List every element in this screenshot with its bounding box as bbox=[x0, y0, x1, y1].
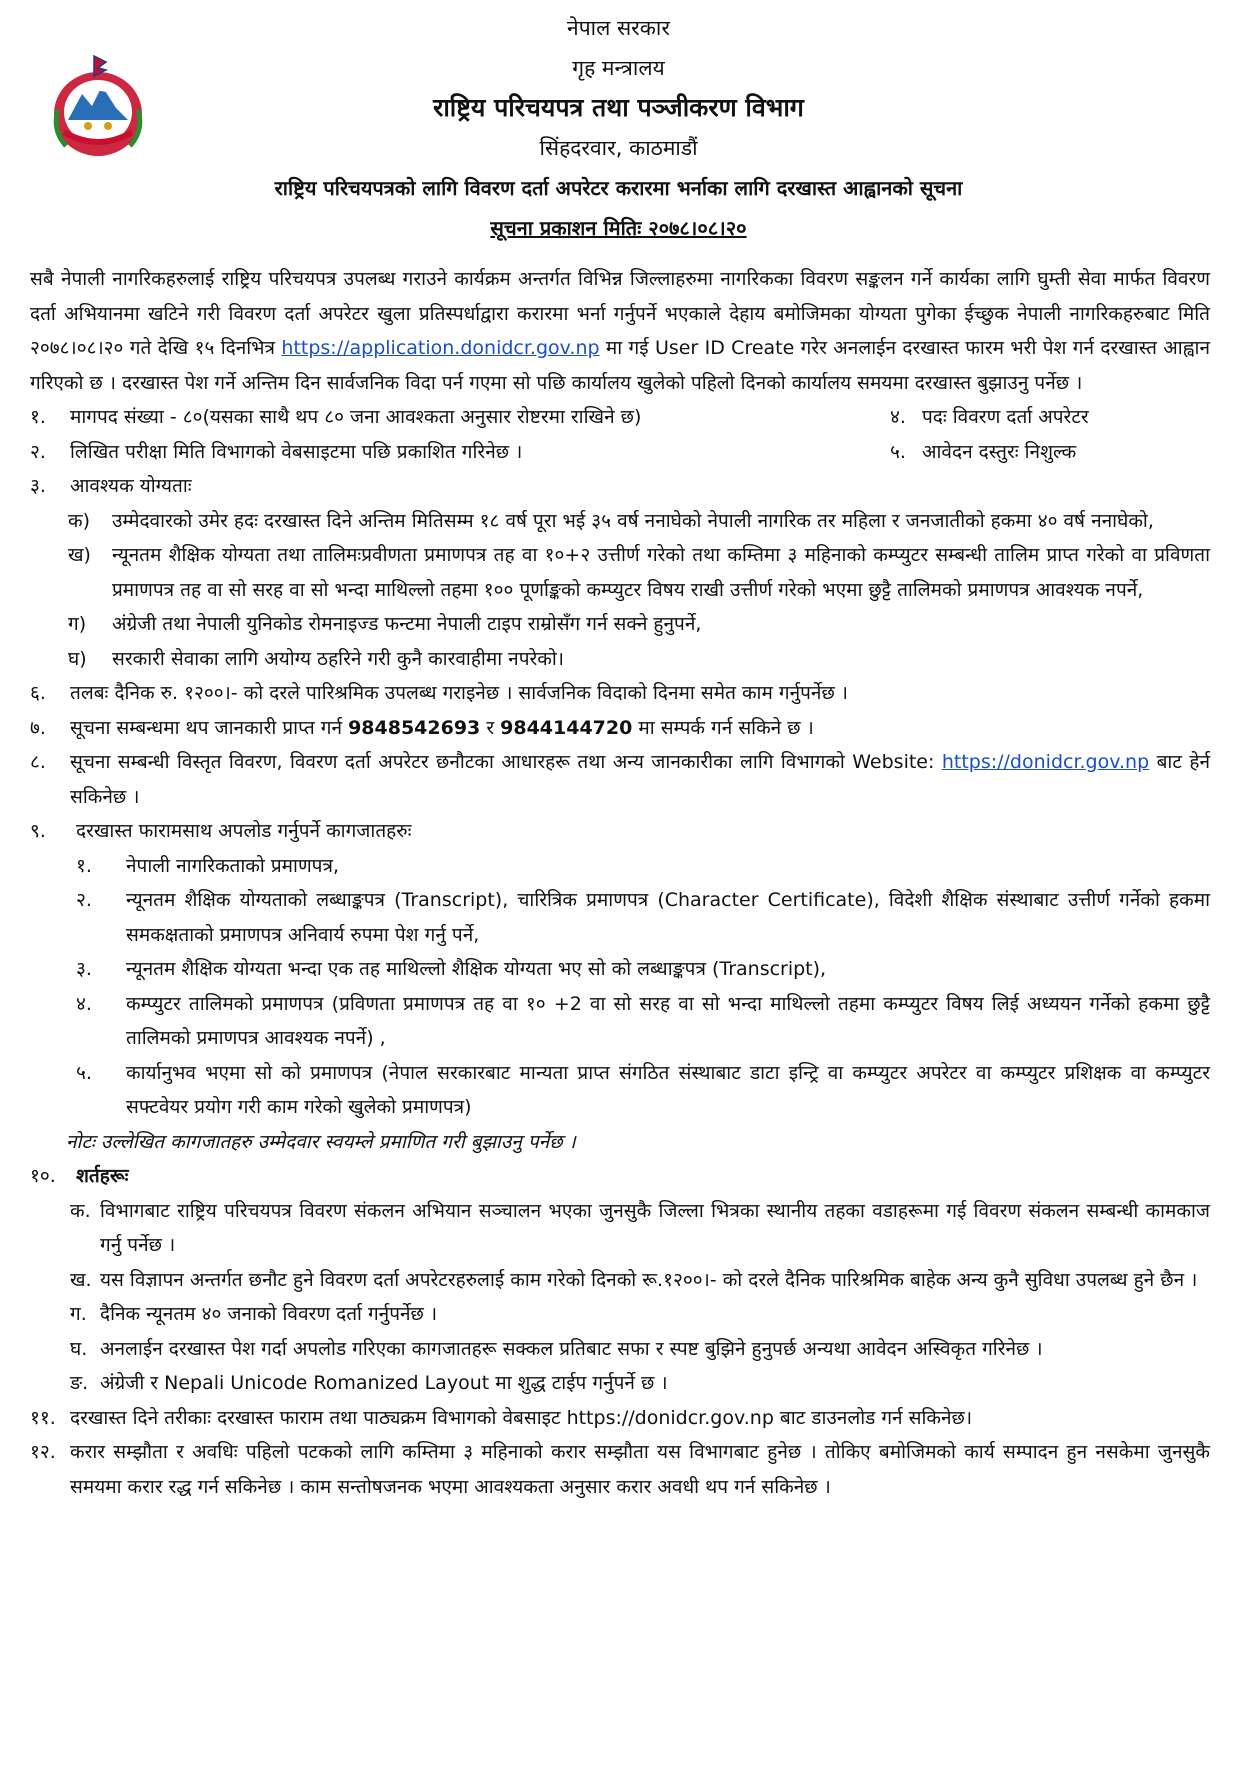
contact-pre: सूचना सम्बन्धमा थप जानकारी प्राप्त गर्न bbox=[70, 716, 349, 739]
item-qualification bbox=[30, 469, 1210, 504]
item-number: ४. bbox=[890, 406, 906, 428]
documents-note: नोटः उल्लेखित कागजातहरु उम्मेदवार स्वयम्ले प्रमाणित गरी बुझाउनु पर्नेछ । bbox=[66, 1130, 576, 1153]
cond-text: यस विज्ञापन अन्तर्गत छनौट हुने विवरण दर्ता अपरेटरहरुलाई काम गरेको दिनको रू.१२००।- को दरले दैनिक पारिश्रमिक बाहेक अन्य कुनै सुविधा उपलब्ध हुने छैन । bbox=[100, 1268, 1198, 1291]
document-2 bbox=[76, 883, 1210, 952]
doc-number: ३. bbox=[76, 958, 92, 980]
website-link[interactable]: https://donidcr.gov.np bbox=[941, 751, 1150, 773]
notice-body bbox=[30, 262, 1210, 1504]
condition-ga bbox=[70, 1297, 1210, 1332]
doc-text: कम्प्युटर तालिमको प्रमाणपत्र (प्रविणता प्रमाणपत्र तह वा १० +2 वा सो सरह वा सो भन्दा माथिल्लो तहमा कम्प्युटर विषय लिई अध्ययन गर्नेको हकमा छुट्टै तालिमको प्रमाणपत्र आवश्यक नपर्ने) , bbox=[126, 992, 1210, 1049]
cond-number: ग. bbox=[70, 1303, 87, 1325]
document-1 bbox=[76, 849, 1210, 884]
phone-number-1[interactable]: 9848542693 bbox=[348, 716, 481, 739]
item-documents bbox=[30, 814, 1210, 849]
cond-text: दैनिक न्यूनतम ४० जनाको विवरण दर्ता गर्नुपर्नेछ । bbox=[100, 1303, 438, 1325]
intro-text-2: मा गई User ID Create गरेर अनलाईन दरखास्त फारम भरी पेश गर्न दरखास्त आह्वान गरिएको छ । दरखास्त पेश गर्ने अन्तिम दिन सार्वजनिक विदा पर्न गएमा सो पछि कार्यालय खुलेको पहिलो दिनको कार्यालय समयमा दरखास्त बुझाउनु पर्नेछ । bbox=[30, 337, 1210, 394]
item-number: २. bbox=[30, 440, 46, 463]
cond-text: अंग्रेजी र Nepali Unicode Romanized Layout मा शुद्ध टाईप गर्नुपर्ने छ । bbox=[100, 1372, 668, 1394]
doc-text: नेपाली नागरिकताको प्रमाणपत्र, bbox=[126, 854, 340, 877]
item-application-method bbox=[30, 1401, 1210, 1436]
item-documents-text: दरखास्त फारामसाथ अपलोड गर्नुपर्ने कागजातहरुः bbox=[76, 820, 412, 842]
contact-post: मा सम्पर्क गर्न सकिने छ । bbox=[632, 716, 814, 739]
sub-text: उम्मेदवारको उमेर हदः दरखास्त दिने अन्तिम मितिसम्म १८ वर्ष पूरा भई ३५ वर्ष ननाघेको नेपाली नागरिक तर महिला र जनजातीको हकमा ४० वर्ष ननाघेको, bbox=[112, 509, 1154, 532]
item-conditions bbox=[30, 1159, 1210, 1194]
item-website bbox=[30, 745, 1210, 814]
item-salary-text: तलबः दैनिक रु. १२००।- को दरले पारिश्रमिक उपलब्ध गराइनेछ । सार्वजनिक विदाको दिनमा समेत काम गर्नुपर्नेछ । bbox=[70, 682, 849, 704]
sub-number: क) bbox=[68, 509, 91, 532]
item-number: ९. bbox=[30, 820, 46, 842]
sub-number: ख) bbox=[68, 544, 91, 566]
cond-number: घ. bbox=[70, 1337, 88, 1360]
gov-name: नेपाल सरकार bbox=[567, 16, 670, 40]
item-qualification-text: आवश्यक योग्यताः bbox=[70, 475, 192, 497]
intro-text-1: सबै नेपाली नागरिकहरुलाई राष्ट्रिय परिचयपत्र उपलब्ध गराउने कार्यक्रम अन्तर्गत विभिन्न जिल्लाहरुमा नागरिकका विवरण सङ्कलन गर्ने कार्यका लागि घुम्ती सेवा मार्फत विवरण दर्ता अभियानमा खटिने गरी विवरण दर्ता अपरेटर खुला प्रतिस्पर्धाद्वारा करारमा भर्ना गर्नुपर्ने भएकाले देहाय बमोजिमका योग्यता पुगेका ईच्छुक नेपाली नागरिकहरुबाट मिति २०७८।०८।२० गते देखि १५ दिनभित्र bbox=[30, 268, 1210, 359]
sub-number: घ) bbox=[68, 647, 87, 670]
document-3 bbox=[76, 952, 1210, 987]
doc-number: ५. bbox=[76, 1061, 92, 1084]
application-link[interactable]: https://application.donidcr.gov.np bbox=[281, 337, 600, 359]
document-5 bbox=[76, 1056, 1210, 1125]
item-contract-text: करार सम्झौता र अवधिः पहिलो पटकको लागि कम्तिमा ३ महिनाको करार सम्झौता यस विभागबाट हुनेछ । तोकिए बमोजिमको कार्य सम्पादन हुन नसकेमा जुनसुकै समयमा करार रद्ध गर्न सकिनेछ । काम सन्तोषजनक भएमा आवश्यकता अनुसार करार अवधी थप गर्न सकिनेछ । bbox=[70, 1441, 1210, 1498]
phone-number-2[interactable]: 9844144720 bbox=[500, 716, 633, 739]
contact-mid: र bbox=[480, 716, 501, 739]
item-exam-date: लिखित परीक्षा मिति विभागको वेबसाइटमा पछि प्रकाशित गरिनेछ । bbox=[70, 440, 523, 463]
item-number: १२. bbox=[30, 1441, 56, 1463]
cond-number: ख. bbox=[70, 1268, 92, 1291]
document-4 bbox=[76, 987, 1210, 1056]
sub-text: न्यूनतम शैक्षिक योग्यता तथा तालिमःप्रवीणता प्रमाणपत्र तह वा १०+२ उत्तीर्ण गरेको तथा कम्तिमा ३ महिनाको कम्प्युटर सम्बन्धी तालिम प्राप्त गरेको वा प्रविणता प्रमाणपत्र तह वा सो सरह वा सो भन्दा माथिल्लो तहमा १०० पूर्णाङ्कको कम्प्युटर विषय राखी उत्तीर्ण गरेको भएमा छुट्टै तालिमको प्रमाणपत्र आवश्यक नपर्ने, bbox=[112, 544, 1210, 601]
qualification-kha bbox=[68, 538, 1210, 607]
location: सिंहदरवार, काठमाडौं bbox=[539, 136, 698, 160]
notice-header bbox=[0, 8, 1237, 248]
item-number: १. bbox=[30, 406, 46, 428]
cond-text: विभागबाट राष्ट्रिय परिचयपत्र विवरण संकलन अभियान सञ्चालन भएका जुनसुकै जिल्ला भित्रका स्थानीय तहका वडाहरूमा गई विवरण संकलन सम्बन्धी कामकाज गर्नु पर्नेछ । bbox=[100, 1199, 1210, 1256]
condition-ka bbox=[70, 1194, 1210, 1263]
item-post: पदः विवरण दर्ता अपरेटर bbox=[922, 406, 1089, 428]
items-1-4 bbox=[30, 400, 1210, 435]
item-number: ७. bbox=[30, 716, 46, 739]
website-post: बाट हेर्न सकिनेछ । bbox=[70, 751, 1210, 808]
intro-paragraph bbox=[30, 262, 1210, 400]
item-fee: आवेदन दस्तुरः निशुल्क bbox=[922, 440, 1077, 463]
ministry-name: गृह मन्त्रालय bbox=[572, 56, 665, 80]
item-vacancy: मागपद संख्या - ८०(यसका साथै थप ८० जना आवश्कता अनुसार रोष्टरमा राखिने छ) bbox=[70, 406, 642, 428]
cond-number: क. bbox=[70, 1199, 91, 1222]
website-text: सूचना सम्बन्धी विस्तृत विवरण, विवरण दर्ता अपरेटर छनौटका आधारहरू तथा अन्य जानकारीका लागि विभागको Website: bbox=[70, 751, 942, 773]
sub-number: ग) bbox=[68, 613, 87, 635]
item-contact bbox=[30, 711, 1210, 746]
condition-gha bbox=[70, 1332, 1210, 1367]
condition-nga bbox=[70, 1366, 1210, 1401]
qualification-ga bbox=[68, 607, 1210, 642]
cond-number: ङ. bbox=[70, 1372, 89, 1394]
item-application-method-text: दरखास्त दिने तरीकाः दरखास्त फाराम तथा पाठ्यक्रम विभागको वेबसाइट https://donidcr.gov.np बाट डाउनलोड गर्न सकिनेछ। bbox=[70, 1406, 973, 1429]
item-number: ८. bbox=[30, 751, 46, 773]
doc-text: कार्यानुभव भएमा सो को प्रमाणपत्र (नेपाल सरकारबाट मान्यता प्राप्त संगठित संस्थाबाट डाटा इन्ट्रि वा कम्प्युटर अपरेटर वा कम्प्युटर प्रशिक्षक वा कम्प्युटर सफ्टवेयर प्रयोग गरी काम गरेको खुलेको प्रमाणपत्र) bbox=[126, 1061, 1210, 1118]
item-conditions-text: शर्तहरूः bbox=[76, 1165, 129, 1187]
sub-text: सरकारी सेवाका लागि अयोग्य ठहरिने गरी कुनै कारवाहीमा नपरेको। bbox=[112, 647, 564, 670]
items-2-5 bbox=[30, 435, 1210, 470]
item-number: ३. bbox=[30, 475, 46, 497]
qualification-gha bbox=[68, 642, 1210, 677]
item-number: ५. bbox=[890, 440, 906, 463]
notice-title: राष्ट्रिय परिचयपत्रको लागि विवरण दर्ता अपरेटर करारमा भर्नाका लागि दरखास्त आह्वानको सूचना bbox=[274, 176, 963, 200]
department-name: राष्ट्रिय परिचयपत्र तथा पञ्जीकरण विभाग bbox=[433, 93, 804, 122]
qualification-ka bbox=[68, 504, 1210, 539]
doc-number: २. bbox=[76, 889, 92, 911]
publish-date: सूचना प्रकाशन मितिः २०७८।०८।२० bbox=[490, 216, 747, 240]
item-number: ६. bbox=[30, 682, 46, 704]
doc-number: १. bbox=[76, 854, 92, 877]
condition-kha bbox=[70, 1263, 1210, 1298]
cond-text: अनलाईन दरखास्त पेश गर्दा अपलोड गरिएका कागजातहरू सक्कल प्रतिबाट सफा र स्पष्ट बुझिने हुनुपर्छ अन्यथा आवेदन अस्विकृत गरिनेछ । bbox=[100, 1337, 1043, 1360]
doc-text: न्यूनतम शैक्षिक योग्यताको लब्धाङ्कपत्र (Transcript), चारित्रिक प्रमाणपत्र (Character Certificate), विदेशी शैक्षिक संस्थाबाट उत्तीर्ण गर्नेको हकमा समकक्षताको प्रमाणपत्र अनिवार्य रुपमा पेश गर्नु पर्ने, bbox=[126, 889, 1210, 946]
doc-number: ४. bbox=[76, 992, 92, 1015]
item-contract bbox=[30, 1435, 1210, 1504]
item-salary bbox=[30, 676, 1210, 711]
item-number: १०. bbox=[30, 1165, 56, 1187]
item-number: ११. bbox=[30, 1406, 56, 1429]
sub-text: अंग्रेजी तथा नेपाली युनिकोड रोमनाइज्ड फन्टमा नेपाली टाइप राम्रोसँग गर्न सक्ने हुनुपर्ने, bbox=[112, 613, 702, 635]
doc-text: न्यूनतम शैक्षिक योग्यता भन्दा एक तह माथिल्लो शैक्षिक योग्यता भए सो को लब्धाङ्कपत्र (Transcript), bbox=[126, 958, 827, 980]
